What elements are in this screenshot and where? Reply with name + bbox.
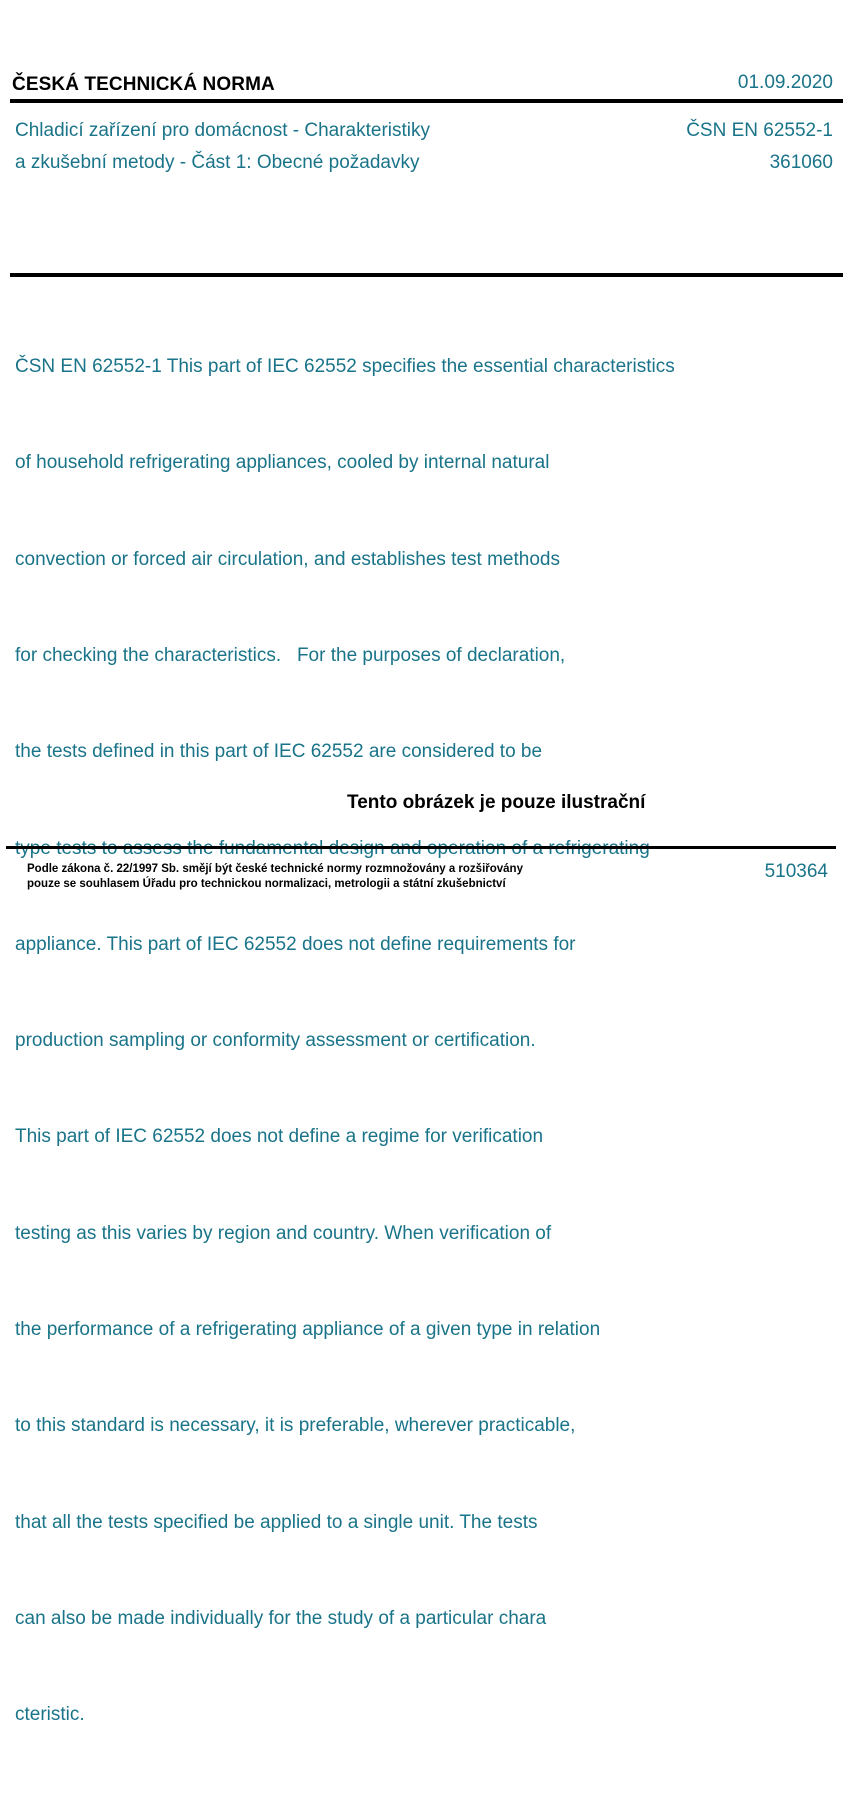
abstract-line: of household refrigerating appliances, cooled by internal natural xyxy=(15,452,550,474)
document-type-heading: ČESKÁ TECHNICKÁ NORMA xyxy=(12,74,275,95)
abstract-line: the performance of a refrigerating appliance of a given type in relation xyxy=(15,1319,601,1340)
abstract-line: appliance. This part of IEC 62552 does not define requirements for xyxy=(15,933,576,955)
abstract-line: This part of IEC 62552 does not define a regime for verification xyxy=(15,1126,544,1148)
standard-title-line: Chladicí zařízení pro domácnost - Charakteristiky xyxy=(15,120,430,141)
copyright-notice xyxy=(27,862,523,892)
header-divider xyxy=(10,99,843,103)
abstract-text xyxy=(15,287,845,1795)
document-number: 510364 xyxy=(764,861,828,882)
standard-title xyxy=(15,115,430,179)
abstract-line: can also be made individually for the study of a particular chara xyxy=(15,1607,547,1629)
abstract-line: testing as this varies by region and country. When verification of xyxy=(15,1222,552,1244)
standard-code: ČSN EN 62552-1 xyxy=(686,120,833,141)
copyright-line: Podle zákona č. 22/1997 Sb. smějí být české technické normy rozmnožovány a rozšiřovány xyxy=(27,863,523,875)
abstract-line: for checking the characteristics. For the purposes of declaration, xyxy=(15,645,566,667)
abstract-line: production sampling or conformity assessment or certification. xyxy=(15,1030,536,1052)
standard-identifiers xyxy=(686,115,833,179)
abstract-line: convection or forced air circulation, and establishes test methods xyxy=(15,548,560,570)
illustration-note: Tento obrázek je pouze ilustrační xyxy=(347,792,646,813)
abstract-line: ČSN EN 62552-1 This part of IEC 62552 specifies the essential characteristics xyxy=(15,356,675,378)
abstract-line: that all the tests specified be applied to a single unit. The tests xyxy=(15,1511,538,1533)
abstract-line: cteristic. xyxy=(15,1704,85,1726)
section-divider xyxy=(10,273,843,277)
copyright-line: pouze se souhlasem Úřadu pro technickou normalizaci, metrologii a státní zkušebnictví xyxy=(27,878,506,890)
abstract-line: the tests defined in this part of IEC 62552 are considered to be xyxy=(15,741,543,763)
abstract-line: to this standard is necessary, it is preferable, wherever practicable, xyxy=(15,1415,576,1437)
publication-date: 01.09.2020 xyxy=(737,72,833,93)
footer-divider xyxy=(6,846,836,849)
standard-title-line: a zkušební metody - Část 1: Obecné požadavky xyxy=(15,152,420,173)
classification-number: 361060 xyxy=(769,152,833,173)
